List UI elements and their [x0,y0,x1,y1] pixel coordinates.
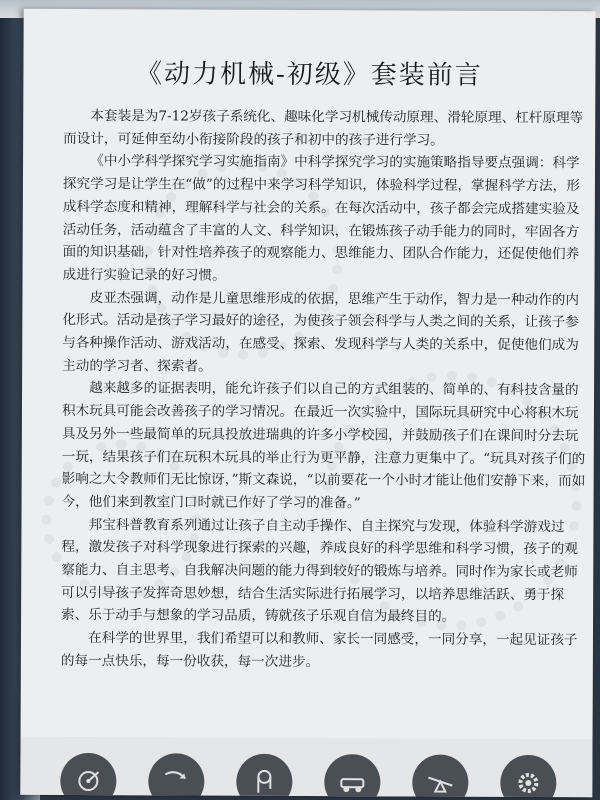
paragraph-piaget: 皮亚杰强调，动作是儿童思维形成的依据，思维产生于动作，智力是一种动作的内化形式。活动是孩子学习最好的途径，为使孩子领会科学与人类之间的关系，让孩子参与各种操作活动、游戏活动，在感受、探索、发现科学与人类的关系中，促使他们成为主动的学习者、探索者。 [62,289,580,375]
paragraph-closing: 在科学的世界里，我们希望可以和教师、家长一同感受，一同分享，一起见证孩子的每一点快乐，每一份收获，每一次进步。 [60,630,578,670]
paragraph-guide: 《中小学科学探究学习实施指南》中科学探究学习的实施策略指导要点强调：科学探究学习是让学生在“做”的过程中来学习科学知识，体验科学过程，掌握科学方法，形成科学态度和精神，理解科学与社会的关系。在每次活动中，孩子都会完成搭建实验及活动任务，活动蕴含了丰富的人文、科学知识，在锻炼孩子动手能力的同时，牢固各方面的知识基础，针对性培养孩子的观察能力、思维能力、团队合作能力，还促使他们养成进行实验记录的好习惯。 [62,153,580,284]
page-title: 《动力机械-初级》套装前言 [135,59,483,91]
footer-icon-band [20,737,592,797]
gear-icon [500,755,556,797]
winch-icon [60,753,116,797]
paragraph-bangbao: 邦宝科普教育系列通过让孩子自主动手操作、自主探究与发现，体验科学游戏过程，激发孩子对科学现象进行探索的兴趣，养成良好的科学思维和科学习惯，孩子的观察能力、自主思考、自我解决问题的能力得到较好的锻炼与培养。同时作为家长或老师可以引导孩子发挥奇思妙想，结合生活实际进行拓展学习，以培养思维活跃、勇于探索、乐于动手与想象的学习品质，铸就孩子乐观自信为最终目的。 [61,516,578,626]
body-text [61,105,591,675]
seesaw-icon [412,754,468,797]
paragraph-intro: 本套装是为7-12岁孩子系统化、趣味化学习机械传动原理、滑轮原理、杠杆原理等而设计，可延伸至幼小衔接阶段的孩子和初中的孩子进行学习。 [63,108,584,149]
pulley-icon [236,754,292,798]
paragraph-evidence: 越来越多的证据表明，能允许孩子们以自己的方式组装的、简单的、有科技含量的积木玩具可能会改善孩子的学习情况。在最近一次实验中，国际玩具研究中心将积木玩具及另外一些最简单的玩具投放进瑞典的许多小学校园，并鼓励孩子们在课间时分去玩一玩，结果孩子们在玩积木玩具的举止行为更平静，注意力更集中了。“玩具对孩子们的影响之大令教师们无比惊讶，”斯文森说，“以前要花一个小时才能让他们安静下来，而如今，他们来到教室门口时就已作好了学习的准备。” [61,380,586,512]
arrow-icon [148,753,204,797]
document-page [20,9,595,797]
car-icon [324,754,380,797]
